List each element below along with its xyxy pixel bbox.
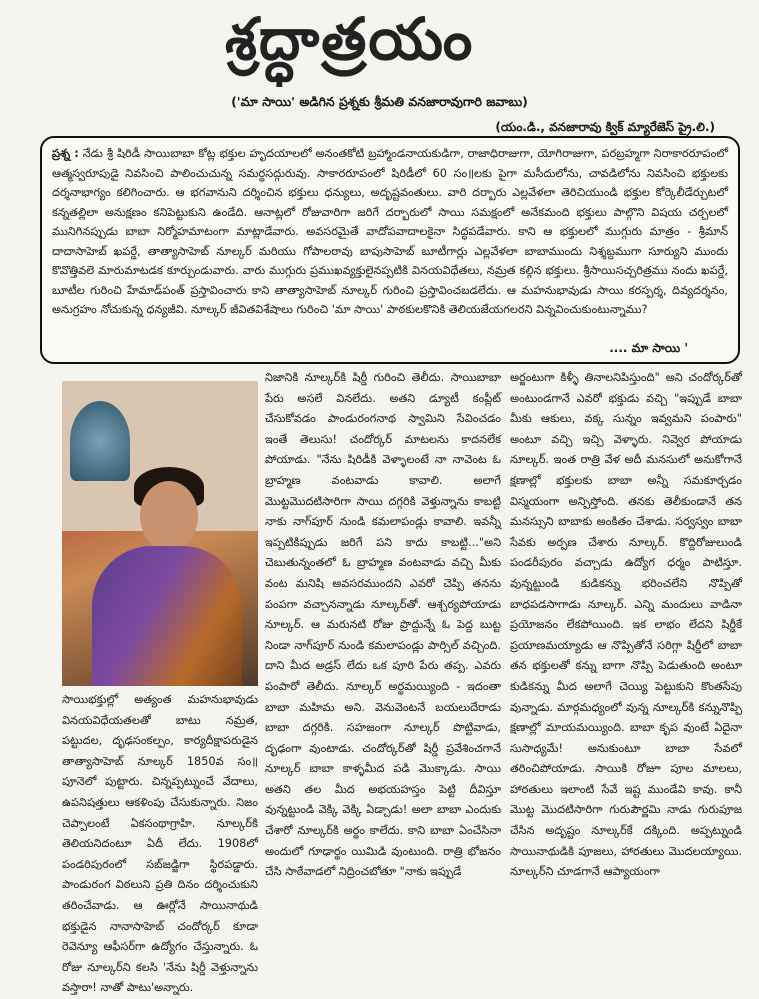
article-column-3 <box>510 368 742 883</box>
article-title: శ్రద్ధాత్రయం <box>225 5 475 73</box>
portrait-saree <box>92 546 242 686</box>
question-text-block <box>52 144 728 320</box>
peacock-decoration <box>70 401 130 481</box>
article-subtitle: ('మా సాయి' అడిగిన ప్రశ్నకు శ్రీమతి వనజారావుగారి జవాబు) <box>231 94 528 109</box>
article-column-1 <box>62 690 258 999</box>
column-3-text: అర్జంటుగా కిళ్ళీ తినాలనిపిస్తుంది" అని చందోర్కర్‌తో అంటుండగానే ఎవరో భక్తుడు వచ్చి "ఇప్పుడే బాబా మీకు ఆకులు, వక్క సున్నం ఇవ్వమని పంపారు" అంటూ వచ్చి ఇచ్చి వెళ్ళారు. నివ్వెర పోయాడు నూల్కర్. ఇంత రాత్రి వేళ అదీ మనసులో అనుకోగానే క్షణాల్లో భక్తులకు బాబా అన్నీ సమకూర్చడం విస్మయంగా అన్పిస్తోంది. తనకు తెలీకుండానే తన మనస్సుని బాబాకు అంకితం చేశాడు. సర్వస్వం బాబా సేవకు అర్పణ చేశారు నూల్కర్. కొద్దిరోజులుండి పండరీపురం వచ్చాడు ఉద్యోగ ధర్మం పాటిస్తూ. వున్నట్టుండి కుడికన్ను భరించలేని నొప్పితో బాధపడసాగాడు నూల్కర్. ఎన్ని మందులు వాడినా ప్రయోజనం లేకపోయింది. ఇక లాభం లేదని షిర్డీకే ప్రయాణమయ్యాడు ఆ నొప్పితోనే సరిగ్గా షిర్డీలో బాబా తన భక్తులతో కన్ను బాగా నొప్పి పెడుతుంది అంటూ కుడికన్ను మీద అలాగే చెయ్యి పెట్టుకుని కొంతసేపు వున్నాడు. మార్గమధ్యంలో వున్న నూల్కర్‌కి కన్నునొప్పి క్షణాల్లో మాయమయ్యింది. బాబా కృప వుంటే ఏదైనా సుసాధ్యమే! అనుకుంటూ బాబా సేవలో తరించిపోయాడు. సాయికి రోజూ పూల మాలలు, హారతులు ఇలాంటి సేవే ఇష్ట ముండేవి కావు. కానీ మొట్ట మొదటిసారిగా గురుపౌర్ణమి నాడు గురుపూజ చేసిన అదృష్టం నూల్కర్‌కే దక్కింది. అప్పట్నుండి సాయినాథుడికి పూజలు, హారతులు మొదలయ్యాయి. నూల్కర్‌ని చూడగానే ఆప్యాయంగా <box>510 371 742 879</box>
author-credit: (యం.డి., వనజారావు క్విక్ మ్యారేజెస్ ప్రై.లి.) <box>495 120 715 134</box>
question-signature: .... మా సాయి ' <box>609 341 688 355</box>
masthead <box>0 0 759 90</box>
column-1-text: సాయిభక్తుల్లో అత్యంత మహనుభావుడు వినయవిధేయతలతో బాటు నమ్రత, పట్టుదల, దృఢసంకల్పం, కార్యదీక్షాపరుడైన తాత్యాసాహెబ్ నూల్కర్ 1850వ సం॥ పూనెలో పుట్టారు. చిన్నప్పట్నుంచే వేదాలు, ఉపనిషత్తులు ఆకళింపు చేసుకున్నారు. నిజం చెప్పాలంటే ఏకసంథాగ్రాహి. నూల్కర్‌కి తెలియనిదంటూ ఏదీ లేదు. 1908లో పండరిపురంలో సబ్‌జడ్జిగా స్థిరపడ్డారు. పాండురంగ విఠలుని ప్రతి దినం దర్శించుకుని తరించేవాడు. ఆ ఊర్లోనే సాయినాథుడి భక్తుడైన నానాసాహెబ్ చందోర్కర్ కూడా రెవెన్యూ ఆఫీసర్‌గా ఉద్యోగం చేస్తున్నారు. ఓ రోజు నూల్కర్‌ని కలసి 'నేను షిర్డీ వెళ్తున్నాను వస్తారా! నాతో పాటు'అన్నారు. <box>62 693 258 995</box>
portrait-face <box>140 481 198 551</box>
question-body: నేడు శ్రీ షిరిడీ సాయిబాబా కోట్ల భక్తుల హృదయాలలో అనంతకోటి బ్రహ్మాండనాయకుడిగా, రాజాధిరాజుగా, యోగిరాజుగా, పరబ్రహ్మగా నిరాకారరూపంలో ఆత్మస్వరూపుడై నివసించి పాలించుచున్న సమర్థసద్గురువు. సాకారరూపంలో షిరిడీలో 60 సం॥లకు పైగా మసీదులోను, చావడిలోను నివసించి భక్తులకు దర్శనాభాగ్యం కలిగించారు. ఆ భగవానుని దర్శించిన భక్తులు ధన్యులు, అదృష్టవంతులు. వారి దర్బారు ఎల్లవేళలా తెరిచియుండి భక్తుల కోర్కెలీడేర్చుటలో కన్నతల్లిలా అనుక్షణం కనిపెట్టుకుని ఉండేది. ఆనాట్లలో రోజువారిగా జరిగే దర్బారులో సాయి సమక్షంలో అనేకమంది భక్తులు పాల్గొని విషయ చర్చలలో మునిగినప్పుడు బాబా నిర్మోహమాటంగా మాట్లాడేవారు. అవసరమైతే వాదోపవాదాలకైనా సిద్ధపడేవారు. కాని ఆ భక్తులలో ముగ్గురు మాత్రం - శ్రీమాన్ దాదాసాహెబ్ ఖపర్డే, తాత్యాసాహెబ్ నూల్కర్ మరియు గోపాలరావు బాపుసాహెబ్ బూటీగార్లు ఎల్లవేళలా బాబాముందు నిశ్శబ్దముగా సూర్యుని ముందు కొవొత్తివలె మారుమాటడక కూర్చుండువారు. వారు ముగ్గురు ప్రముఖవ్యక్తులైనప్పటికి వినయవిధేతలు, నమ్రత కల్గిన భక్తులు. శ్రీసాయిసచ్చరిత్రము నందు ఖపర్డే, బూటీల గురించి హేమాడ్‌పంత్ ప్రస్తావించారు కాని తాత్యాసాహెబ్ నూల్కర్ గురించి ప్రస్తావించబడలేదు. ఆ మహనుభావుడు సాయి కరస్పర్శ, దివ్యదర్శనం, అనుగ్రహం నోచుకున్న ధన్యజీవి. నూల్కర్ జీవితవిశేషాలు గురించి 'మా సాయి' పాఠకులకొనికి తెలియజేయగలరని విన్నవించుకుంటున్నాము? <box>52 147 729 316</box>
question-box <box>40 136 740 364</box>
question-label: ప్రశ్న : <box>52 147 79 160</box>
portrait-photo <box>62 381 258 686</box>
column-2-text: నిజానికి నూల్కర్‌కి షిర్డీ గురించి తెలీదు. సాయిబాబా పేరు అసలే వినలేదు. అతని డ్యూటీ కంప్లీట్ చేసుకోవడం పాండురంగనాథ స్వామిని సేవించడం ఇంతే తెలుసు! చందోర్కర్ మాటలను కాదనలేక పోయాడు. "నేను షిరిడీకి వెళ్ళాలంటే నా నావెంట ఓ బ్రాహ్మణ వంటవాడు కావాలి. అలాగే మొట్టమొదటిసారిగా సాయి దగ్గరికి వెళ్తున్నాను కాబట్టి నాకు నాగ్‌పూర్ నుండి కమలాపండ్లు కావాలి. ఇవన్నీ ఇప్పటికిప్పుడు జరిగే పని కాదు కాబట్టి..."అని చెబుతున్నంతలో ఓ బ్రాహ్మణ వంటవాడు వచ్చి మీకు వంట మనిషి అవసరముందని ఎవరో చెప్పి తనను పంపగా వచ్చానన్నాడు నూల్కర్‌తో. ఆశ్చర్యపోయాడు నూల్కర్. ఆ మరునటి రోజు ప్రొద్దున్నే ఓ పెద్ద బుట్ట నిండా నాగ్‌పూర్ నుండి కమలాపండ్లు పార్సిల్ వచ్చింది. దాని మీద అడ్రస్ లేదు ఒక పూరి పేరు తప్ప. ఎవరు పంపారో తెలీదు. నూల్కర్ అర్థమయ్యింది - ఇదంతా బాబా మహిమ అని. వెనువెంటనే బయలుదేరాడు బాబా దగ్గరికి. సహజంగా నూల్కర్ పొట్టివాడు, దృఢంగా వుంటాడు. చందోర్కర్‌తో షిర్డీ ప్రవేశించగానే నూల్కర్ బాబా కాళ్ళమీద పడి మొక్కాడు. సాయి అతని తల మీద అభయహస్తం పెట్టి దీవిస్తూ వున్నట్టుండి వెక్కి వెక్కి ఏడ్చాడు! అలా బాబా ఎందుకు చేశారో నూల్కర్‌కి అర్థం కాలేదు. కాని బాబా ఏంచేసినా అందులో గూఢార్థం యిమిడి వుంటుంది. రాత్రి భోజనం చేసి సాఠేవాడలో నిద్రించబోతూ "నాకు ఇప్పుడే <box>265 371 501 879</box>
article-column-2 <box>265 368 501 883</box>
